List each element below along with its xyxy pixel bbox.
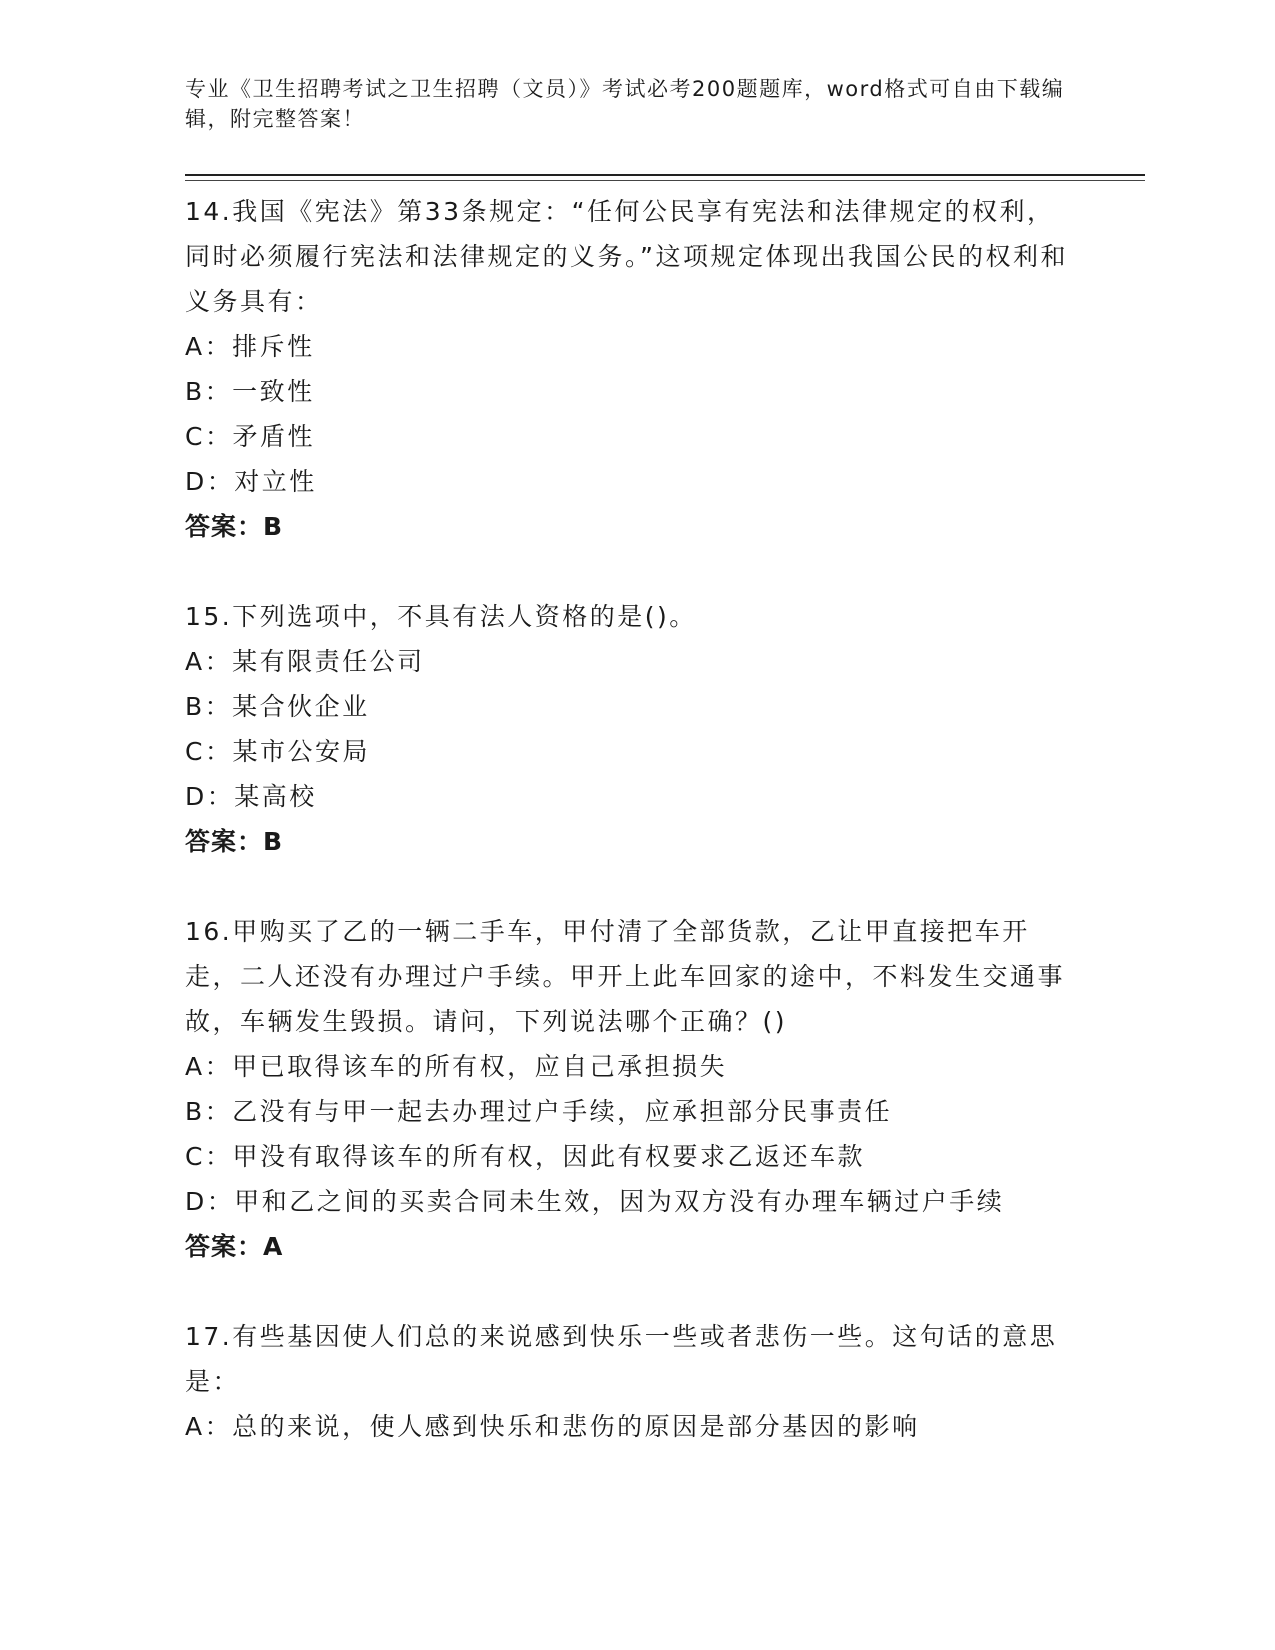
- option-c: C：矛盾性: [185, 422, 315, 451]
- option-c: C：甲没有取得该车的所有权，因此有权要求乙返还车款: [185, 1142, 865, 1171]
- question-17: [185, 1314, 1075, 1449]
- option-d: D：对立性: [185, 467, 317, 496]
- option-d: D：甲和乙之间的买卖合同未生效，因为双方没有办理车辆过户手续: [185, 1187, 1005, 1216]
- question-spacer: [185, 864, 1075, 909]
- answer-line: 答案：B: [185, 512, 284, 541]
- question-list: [185, 189, 1075, 1449]
- document-header: [185, 74, 1065, 134]
- question-15: [185, 594, 1075, 864]
- header-divider-thin: [185, 180, 1145, 181]
- question-stem: 14.我国《宪法》第33条规定：“任何公民享有宪法和法律规定的权利，同时必须履行宪法和法律规定的义务。”这项规定体现出我国公民的权利和义务具有：: [185, 197, 1068, 316]
- option-b: B：乙没有与甲一起去办理过户手续，应承担部分民事责任: [185, 1097, 893, 1126]
- answer-line: 答案：A: [185, 1232, 284, 1261]
- question-stem: 16.甲购买了乙的一辆二手车，甲付清了全部货款，乙让甲直接把车开走，二人还没有办理过户手续。甲开上此车回家的途中，不料发生交通事故，车辆发生毁损。请问，下列说法哪个正确？(): [185, 917, 1066, 1036]
- option-b: B：某合伙企业: [185, 692, 370, 721]
- option-a: A：排斥性: [185, 332, 315, 361]
- answer-line: 答案：B: [185, 827, 284, 856]
- question-spacer: [185, 549, 1075, 594]
- question-stem: 15.下列选项中，不具有法人资格的是()。: [185, 602, 697, 631]
- question-14: [185, 189, 1075, 549]
- option-a: A：某有限责任公司: [185, 647, 425, 676]
- option-c: C：某市公安局: [185, 737, 370, 766]
- question-16: [185, 909, 1075, 1269]
- option-b: B：一致性: [185, 377, 315, 406]
- header-divider-thick: [185, 174, 1145, 176]
- header-text: 专业《卫生招聘考试之卫生招聘（文员）》考试必考200题题库，word格式可自由下载编辑，附完整答案！: [185, 77, 1065, 131]
- question-spacer: [185, 1269, 1075, 1314]
- question-stem: 17.有些基因使人们总的来说感到快乐一些或者悲伤一些。这句话的意思是：: [185, 1322, 1058, 1396]
- option-a: A：总的来说，使人感到快乐和悲伤的原因是部分基因的影响: [185, 1412, 920, 1441]
- option-a: A：甲已取得该车的所有权，应自己承担损失: [185, 1052, 728, 1081]
- option-d: D：某高校: [185, 782, 317, 811]
